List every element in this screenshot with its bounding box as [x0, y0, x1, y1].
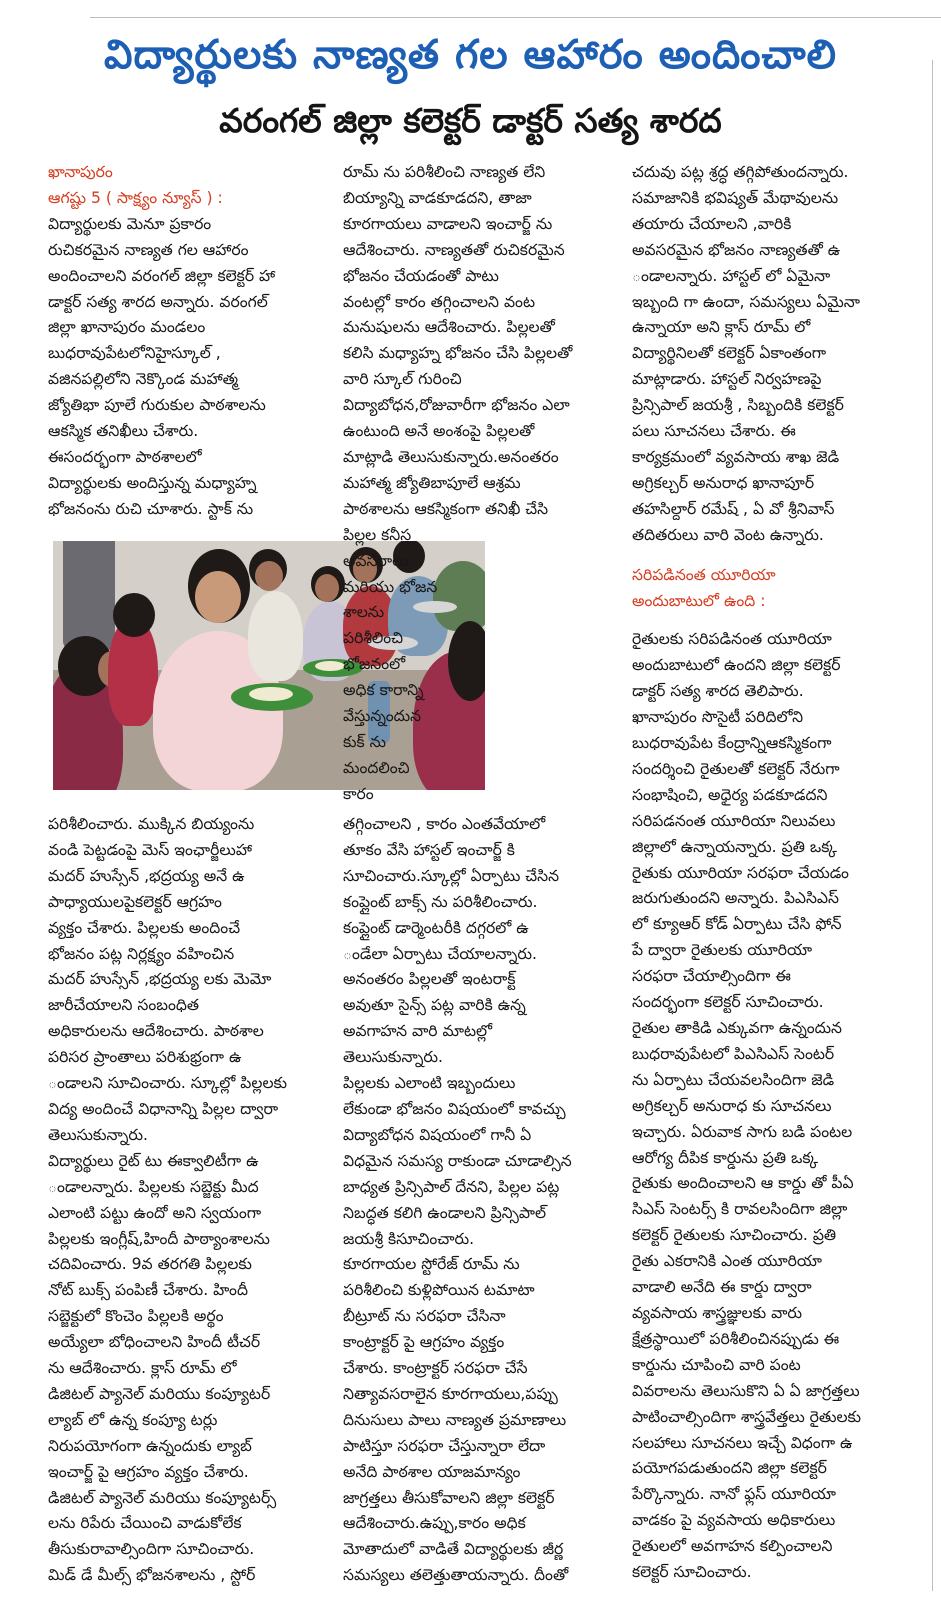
text-line: కూరగాయల స్టోరేజ్ రూమ్ ను — [343, 1255, 520, 1274]
text-line: నిత్యావసరాలైన కూరగాయలు,పప్పు — [343, 1384, 558, 1403]
text-line: ఇబ్బంది గా ఉందా, సమస్యలు ఏమైనా — [632, 292, 861, 311]
text-line: సమస్యలు తలెత్తుతాయన్నారు. దీంతో — [343, 1566, 569, 1585]
text-line: అవసరాలు — [343, 551, 409, 570]
text-line: చదువు పట్ల శ్రద్ధ తగ్గిపోతుందన్నారు. — [632, 163, 849, 181]
text-line: అగ్రికల్చర్ అనురాధ కు సూచనలు — [632, 1096, 832, 1115]
text-line: అనేది పాఠశాల యాజమాన్యం — [343, 1462, 521, 1481]
text-line: రైతుకు యూరియా సరఫరా చేయడం — [632, 863, 849, 882]
text-line: అధికారులను ఆదేశించారు. పాఠశాల — [48, 1022, 264, 1041]
text-line: కంప్లైంట్ డార్మెంటరీకి దగ్గరలో ఉ — [343, 918, 529, 937]
text-line: తహసిల్దార్ రమేష్ , ఏ వో శ్రీనివాస్ — [632, 499, 835, 518]
text-line: చేశారు. కాంట్రాక్టర్ సరఫరా చేసే — [343, 1359, 528, 1378]
text-line: పేర్కొన్నారు. నానో ఫ్లస్ యూరియా — [632, 1485, 836, 1504]
text-line: లో క్యూఆర్ కోడ్ ఏర్పాటు చేసి ఫోన్ — [632, 915, 842, 934]
text-line: ఉంటుంది అనే అంశంపై పిల్లలతో — [343, 422, 535, 441]
text-line: బుధరావుపేట కేంద్రాన్నిఆకస్మికంగా — [632, 734, 832, 753]
text-line: లను రిపేరు చేయించి వాడుకోలేక — [48, 1514, 242, 1533]
text-line: బియ్యాన్ని వాడకూడదని, తాజా — [343, 188, 532, 207]
text-line: పాటిస్తూ సరఫరా చేస్తున్నారా లేదా — [343, 1436, 546, 1455]
text-line: మోతాదులో వాడితే విద్యార్థులకు జీర్ణ — [343, 1540, 564, 1559]
text-line: వ్యక్తం చేశారు. పిల్లలకు అందించే — [48, 918, 241, 937]
text-line: కలిసి మధ్యాహ్న భోజనం చేసి పిల్లలతో — [343, 344, 573, 363]
text-line: కారం — [343, 784, 374, 803]
top-rule — [90, 17, 941, 18]
text-line: ప్రిన్సిపాల్ జయశ్రీ , సిబ్బందికి కలెక్టర్ — [632, 396, 844, 415]
text-line: విద్యాబోధన విషయంలో గానీ ఏ — [343, 1125, 532, 1144]
text-line: జిల్లాలో ఉన్నాయన్నారు. ప్రతి ఒక్క — [632, 837, 837, 856]
text-line: జరుగుతుందని అన్నారు. పిఎసిఎస్ — [632, 889, 839, 908]
text-line: అందుబాటులో ఉంది : — [632, 591, 766, 610]
text-line: పరిశీలించి — [343, 629, 404, 648]
text-line: పయోగపడుతుందని జిల్లా కలెక్టర్ — [632, 1459, 827, 1478]
text-line: మాట్లాడి తెలుసుకున్నారు.అనంతరం — [343, 447, 559, 466]
text-line: విద్యార్థులు రైట్ టు ఈక్వాలిటీగా ఉ — [48, 1151, 259, 1170]
text-line: వజినపల్లిలోని నెక్కొండ మహాత్మ — [48, 370, 239, 389]
text-line: ఇచ్చారు. ఏరువాక సాగు బడి పంటల — [632, 1122, 853, 1141]
text-line: తూకం వేసి హాస్టల్ ఇంచార్జ్ కి — [343, 840, 515, 859]
text-line: పిల్లల కనీస — [343, 525, 412, 544]
text-line: భోజనంలో — [343, 655, 406, 674]
text-line: పలు సూచనలు చేశారు. ఈ — [632, 422, 796, 441]
text-line: కార్యక్రమంలో వ్యవసాయ శాఖ జెడి — [632, 447, 840, 466]
text-line: రైతుకు అందించాలని ఆ కార్డు తో పీఏ — [632, 1174, 854, 1193]
text-line: ఎలాంటి పట్టు ఉందో అని స్వయంగా — [48, 1203, 262, 1222]
text-line: విధమైన సమస్య రాకుండా చూడాల్సిన — [343, 1151, 572, 1170]
text-line: డిజిటల్ ప్యానెల్ మరియు కంప్యూటర్ — [48, 1384, 271, 1403]
text-line: వాడాలి అనేది ఈ కార్డు ద్వారా — [632, 1278, 812, 1297]
text-line: సరఫరా చేయాల్సిందిగా ఈ — [632, 967, 791, 986]
text-line: మరియు భోజన — [343, 577, 438, 596]
text-line: నోట్ బుక్స్ పంపిణీ చేశారు. హిందీ — [48, 1281, 248, 1300]
text-line: కాంట్రాక్టర్ పై ఆగ్రహం వ్యక్తం — [343, 1333, 505, 1352]
text-line: ఆదేశించారు. నాణ్యతతో రుచికరమైన — [343, 240, 565, 259]
text-line: సిఎస్ సెంటర్స్ కి రావలసిందిగా జిల్లా — [632, 1200, 848, 1219]
text-line: అందుబాటులో ఉందని జిల్లా కలెక్టర్ — [632, 656, 841, 675]
text-line: భోజనంను రుచి చూశారు. స్టాక్ ను — [48, 499, 254, 518]
text-line: తెలుసుకున్నారు. — [343, 1048, 443, 1067]
text-line: పరిశీలించి కుళ్లిపోయిన టమాటా — [343, 1281, 535, 1300]
text-line: తయారు చేయాలని ,వారికి — [632, 214, 792, 233]
text-line: అవసరమైన భోజనం నాణ్యతతో ఉ — [632, 240, 841, 259]
text-line: కూరగాయలు వాడాలని ఇంచార్జ్ ను — [343, 214, 553, 233]
text-line: విద్య అందించే విధానాన్ని పిల్లల ద్వారా — [48, 1099, 279, 1118]
text-line: అధిక కారాన్ని — [343, 681, 424, 700]
text-line: మదర్ హుస్సేన్ ,భద్రయ్య అనే ఉ — [48, 866, 245, 885]
text-line: సరిపడినంత యూరియా — [632, 565, 776, 584]
column-2-top — [343, 160, 572, 808]
text-line: తగ్గించాలని , కారం ఎంతవేయాలో — [343, 815, 546, 833]
text-line: వ్యవసాయ శాస్త్రజ్ఞులకు వారు — [632, 1303, 803, 1322]
text-line: మదర్ హుస్సేన్ ,భద్రయ్య లకు మెమో — [48, 970, 272, 989]
text-line: జిల్లా ఖానాపురం మండలం — [48, 318, 206, 337]
text-line: ఆగష్టు 5 ( సాక్ష్యం న్యూస్ ) : — [48, 188, 223, 207]
text-line: సూచించారు.స్కూల్లో ఏర్పాటు చేసిన — [343, 866, 560, 885]
text-line: అయ్యేలా బోధించాలని హిందీ టీచర్ — [48, 1333, 261, 1352]
text-line: విద్యాబోధన,రోజువారీగా భోజనం ఎలా — [343, 396, 570, 415]
text-line: సబ్జెక్టులో కొంచెం పిల్లలకి అర్థం — [48, 1307, 224, 1326]
text-line: రుచికరమైన నాణ్యత గల ఆహారం — [48, 240, 249, 259]
text-line: రూమ్ ను పరిశీలించి నాణ్యత లేని — [343, 163, 546, 181]
text-line: ండాలని సూచించారు. స్కూల్లో పిల్లలకు — [48, 1074, 288, 1093]
text-line: డిజిటల్ ప్యానెల్ మరియు కంప్యూటర్స్ — [48, 1488, 277, 1507]
text-line: తెలుసుకున్నారు. — [48, 1125, 148, 1144]
text-line: దినుసులు పాలు నాణ్యత ప్రమాణాలు — [343, 1410, 567, 1429]
text-line: పిల్లలకు ఇంగ్లీష్,హిందీ పాఠ్యాంశాలను — [48, 1229, 270, 1248]
text-line: వేస్తున్నందున — [343, 707, 422, 726]
text-line: రైతుల తాకిడి ఎక్కువగా ఉన్నందున — [632, 1019, 842, 1037]
text-line: ఆదేశించారు.ఉప్పు,కారం అధిక — [343, 1514, 526, 1533]
text-line: సందర్భంగా కలెక్టర్ సూచించారు. — [632, 993, 824, 1012]
text-line: కంప్లైంట్ బాక్స్ ను పరిశీలించారు. — [343, 892, 538, 911]
text-line: ను ఆదేశించారు. క్లాస్ రూమ్ లో — [48, 1359, 237, 1378]
text-line: రైతులలో అవగాహన కల్పించాలని — [632, 1537, 833, 1556]
text-line: నిబద్ధత కలిగి ఉండాలని ప్రిన్సిపాల్ — [343, 1203, 546, 1222]
column-1-top — [48, 160, 275, 523]
text-line: మందలించి — [343, 758, 410, 777]
text-line: పాటించాల్సిందిగా శాస్త్రవేత్తలు రైతులకు — [632, 1407, 862, 1426]
text-line: పాధ్యాయులపైకలెక్టర్ ఆగ్రహం — [48, 892, 222, 911]
text-line: పే ద్వారా రైతులకు యూరియా — [632, 941, 813, 960]
text-line: సరిపడనంత యూరియా నిలువలు — [632, 811, 836, 830]
text-line: ండాలన్నారు. పిల్లలకు సబ్జెక్టు మీద — [48, 1177, 259, 1196]
text-line: బుధరావుపేటలోనిహైస్కూల్ , — [48, 344, 221, 363]
text-line: రైతు ఎకరానికి ఎంత యూరియా — [632, 1252, 822, 1271]
text-line: క్షేత్రస్థాయిలో పరిశీలించినప్పుడు ఈ — [632, 1329, 840, 1348]
column-1-bottom — [48, 812, 287, 1589]
text-line: మహాత్మ జ్యోతిబాపూలే ఆశ్రమ — [343, 473, 521, 492]
text-line: అనంతరం పిల్లలతో ఇంటరాక్ట్ — [343, 970, 516, 989]
text-line: ఈసందర్భంగా పాఠశాలలో — [48, 447, 202, 466]
text-line: బీట్రూట్ ను సరఫరా చేసినా — [343, 1307, 506, 1326]
text-line: ండాలన్నారు. హాస్టల్ లో ఏమైనా — [632, 266, 831, 285]
text-line: ఇంచార్జ్ పై ఆగ్రహం వ్యక్తం చేశారు. — [48, 1462, 249, 1481]
text-line: పరిసర ప్రాంతాలు పరిశుభ్రంగా ఉ — [48, 1048, 242, 1067]
text-line: పరిశీలించారు. ముక్కిన బియ్యంను — [48, 815, 255, 833]
subheadline: వరంగల్ జిల్లా కలెక్టర్ డాక్టర్ సత్య శారద — [219, 101, 722, 140]
text-line: డాక్టర్ సత్య శారద తెలిపారు. — [632, 682, 804, 701]
text-line: ఆరోగ్య దీపిక కార్డును ప్రతి ఒక్క — [632, 1148, 819, 1167]
text-line: ండేలా ఏర్పాటు చేయాలన్నారు. — [343, 944, 537, 963]
text-line: అగ్రికల్చర్ అనురాధ ఖానాపూర్ — [632, 473, 815, 492]
text-line: జయశ్రీ కిసూచించారు. — [343, 1229, 475, 1248]
text-line: అవుతూ సైన్స్ పట్ల వారికి ఉన్న — [343, 996, 526, 1015]
text-line: పిల్లలకు ఎలాంటి ఇబ్బందులు — [343, 1074, 516, 1093]
text-line: మాట్లాడారు. హాస్టల్ నిర్వహణపై — [632, 370, 822, 389]
text-line: వాడకం పై వ్యవసాయ అధికారులు — [632, 1511, 836, 1530]
text-line: బాధ్యత ప్రిన్సిపాల్ దేనని, పిల్లల పట్ల — [343, 1177, 560, 1196]
text-line: వండి పెట్టడంపై మెస్ ఇంఛార్జీలుహా — [48, 840, 252, 859]
text-line: వంటల్లో కారం తగ్గించాలని వంట — [343, 292, 535, 311]
text-line: ఖానాపురం — [48, 163, 113, 181]
text-line: వివరాలను తెలుసుకొని ఏ ఏ జాగ్రత్తలు — [632, 1381, 860, 1400]
text-line: తీసుకురావాల్సిందిగా సూచించారు. — [48, 1540, 255, 1559]
text-line: అవగాహన వారి మాటల్లో — [343, 1022, 493, 1041]
text-line: విద్యార్థులకు మెనూ ప్రకారం — [48, 214, 212, 233]
text-line: ఖానాపురం సొసైటీ పరిదిలోని — [632, 708, 804, 727]
text-line: లేకుండా భోజనం విషయంలో కావచ్చు — [343, 1099, 566, 1118]
text-line: జాగ్రత్తలు తీసుకోవాలని జిల్లా కలెక్టర్ — [343, 1488, 555, 1507]
column-rule — [932, 60, 933, 1591]
text-line: సందర్శించి రైతులతో కలెక్టర్ నేరుగా — [632, 759, 840, 778]
text-line: తదితరులు వారి వెంట ఉన్నారు. — [632, 525, 824, 544]
text-line: ల్యాబ్ లో ఉన్న కంప్యూ టర్లు — [48, 1410, 218, 1429]
text-line: కార్డును చూపించి వారి పంట — [632, 1355, 801, 1374]
text-line: రైతులకు సరిపడినంత యూరియా — [632, 630, 832, 649]
column-2-bottom — [343, 812, 572, 1589]
text-line: నిరుపయోగంగా ఉన్నందుకు ల్యాబ్ — [48, 1436, 252, 1455]
text-line: సమాజానికి భవిష్యత్ మేథావులను — [632, 188, 839, 207]
text-line: కలెక్టర్ రైతులకు సూచించారు. ప్రతి — [632, 1226, 837, 1245]
text-line: ను ఏర్పాటు చేయవలసిందిగా జెడి — [632, 1070, 835, 1089]
text-line: డాక్టర్ సత్య శారద అన్నారు. వరంగల్ — [48, 292, 268, 311]
text-line: విద్యార్థులకు అందిస్తున్న మధ్యాహ్న — [48, 473, 257, 492]
text-line: శాలను — [343, 603, 385, 622]
text-line: పాఠశాలను ఆకస్మికంగా తనిఖీ చేసి — [343, 499, 549, 518]
text-line: వారి స్కూల్ గురించి — [343, 370, 462, 389]
headline: విద్యార్థులకు నాణ్యత గల ఆహారం అందించాలి — [104, 32, 837, 78]
text-line: జ్యోతిభా పూలే గురుకుల పాఠశాలను — [48, 396, 266, 415]
text-line: ఉన్నాయా అని క్లాస్ రూమ్ లో — [632, 318, 811, 337]
text-line: మనుషులను ఆదేశించారు. పిల్లలతో — [343, 318, 555, 337]
text-line: అందించాలని వరంగల్ జిల్లా కలెక్టర్ హా — [48, 266, 276, 285]
text-line: సంభాషించి, అధైర్య పడకూడదని — [632, 785, 828, 804]
text-line: చదివించారు. 9వ తరగతి పిల్లలకు — [48, 1255, 252, 1274]
text-line: ఆకస్మిక తనిఖీలు చేశారు. — [48, 422, 199, 441]
text-line: బుధరావుపేటలో పిఎసిఎస్ సెంటర్ — [632, 1044, 835, 1063]
text-line: సలహాలు సూచనలు ఇచ్చే విధంగా ఉ — [632, 1433, 853, 1452]
column-3 — [632, 160, 861, 1586]
text-line: విద్యార్థినిలతో కలెక్టర్ ఏకాంతంగా — [632, 344, 827, 363]
text-line: కలెక్టర్ సూచించారు. — [632, 1563, 752, 1582]
text-line: భోజనం చేయడంతో పాటు — [343, 266, 499, 285]
text-line: కుక్ ను — [343, 732, 386, 751]
text-line: భోజనం పట్ల నిర్లక్ష్యం వహించిన — [48, 944, 235, 963]
text-line: జారీచేయాలని సంబంధిత — [48, 996, 200, 1015]
text-line: మిడ్ డే మీల్స్ భోజనశాలను , స్టోర్ — [48, 1566, 256, 1585]
